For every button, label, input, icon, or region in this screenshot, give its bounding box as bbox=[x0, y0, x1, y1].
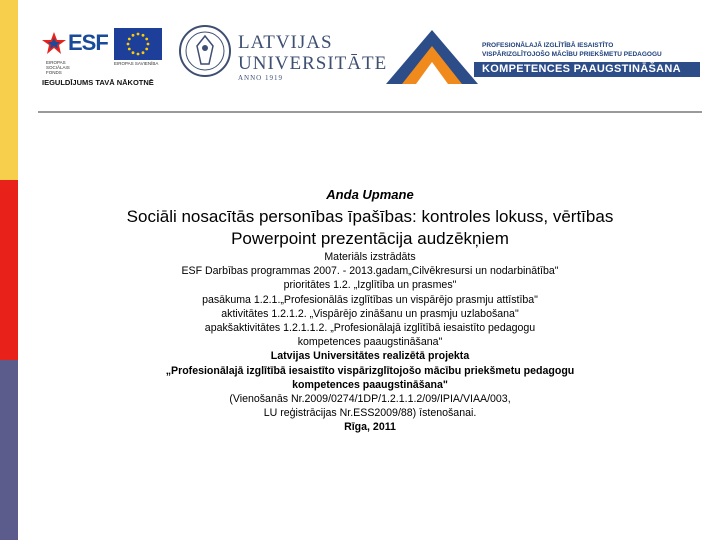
slide-body bbox=[40, 250, 700, 435]
project-line: Latvijas Universitātes realizētā projekta bbox=[270, 350, 470, 363]
slide-title bbox=[40, 206, 700, 250]
program-line3: KOMPETENCES PAAUGSTINĀŠANA bbox=[482, 63, 681, 75]
university-year: ANNO 1919 bbox=[238, 74, 283, 82]
header-divider bbox=[38, 111, 702, 113]
slide-footer: Rīga, 2011 bbox=[344, 421, 396, 434]
body-line: pasākuma 1.2.1.„Profesionālās izglītības un vispārējo prasmju attīstība" bbox=[202, 293, 538, 306]
program-triangle-icon bbox=[378, 24, 486, 86]
program-logo bbox=[378, 24, 708, 90]
body-line: Materiāls izstrādāts bbox=[324, 251, 416, 263]
project-line: kompetences paaugstināšana" bbox=[292, 378, 448, 391]
body-line: prioritātes 1.2. „Izglītība un prasmes" bbox=[283, 279, 457, 292]
esf-mark-text: ESF bbox=[68, 30, 108, 55]
accent-stripe-red bbox=[0, 180, 18, 360]
eu-logo bbox=[114, 28, 164, 68]
slide-title-line1: Sociāli nosacītās personības īpašības: kontroles lokuss, vērtības bbox=[126, 207, 614, 226]
eu-flag-icon bbox=[114, 28, 162, 60]
slide-author: Anda Upmane bbox=[326, 187, 414, 202]
project-line: „Profesionālajā izglītībā iesaistīto vispārizglītojošo mācību priekšmetu pedagogu bbox=[165, 364, 575, 377]
eu-subtitle: EIROPAS SAVIENĪBA bbox=[114, 61, 159, 66]
esf-tagline: IEGULDĪJUMS TAVĀ NĀKOTNĒ bbox=[42, 78, 154, 87]
esf-star-icon bbox=[42, 32, 66, 54]
university-name-line2: UNIVERSITĀTE bbox=[238, 53, 388, 74]
university-logo bbox=[178, 24, 388, 84]
agreement-line: LU reģistrācijas Nr.ESS2009/88) īstenošanai. bbox=[263, 407, 477, 420]
esf-subtitle: EIROPAS SOCIĀLAIS FONDS bbox=[46, 60, 70, 75]
accent-stripe-yellow bbox=[0, 0, 18, 180]
program-line1: PROFESIONĀLAJĀ IZGLĪTĪBĀ IESAISTĪTO bbox=[482, 42, 614, 49]
body-line: kompetences paaugstināšana" bbox=[297, 336, 443, 349]
body-line: ESF Darbības programmas 2007. - 2013.gadam„Cilvēkresursi un nodarbinātība" bbox=[181, 265, 559, 278]
body-line: aktivitātes 1.2.1.2. „Vispārējo zināšanu un prasmju uzlabošana" bbox=[221, 307, 519, 320]
program-line2: VISPĀRIZGLĪTOJOŠO MĀCĪBU PRIEKŠMETU PEDAGOGU bbox=[482, 51, 662, 58]
agreement-line: (Vienošanās Nr.2009/0274/1DP/1.2.1.1.2/09/IPIA/VIAA/003, bbox=[229, 393, 511, 406]
body-line: apakšaktivitātes 1.2.1.1.2. „Profesionālajā izglītībā iesaistīto pedagogu bbox=[204, 322, 536, 335]
university-name-line1: LATVIJAS bbox=[238, 32, 333, 53]
university-seal-icon bbox=[178, 24, 232, 78]
slide-title-line2: Powerpoint prezentācija audzēkņiem bbox=[231, 229, 509, 248]
accent-stripe-purple bbox=[0, 360, 18, 540]
